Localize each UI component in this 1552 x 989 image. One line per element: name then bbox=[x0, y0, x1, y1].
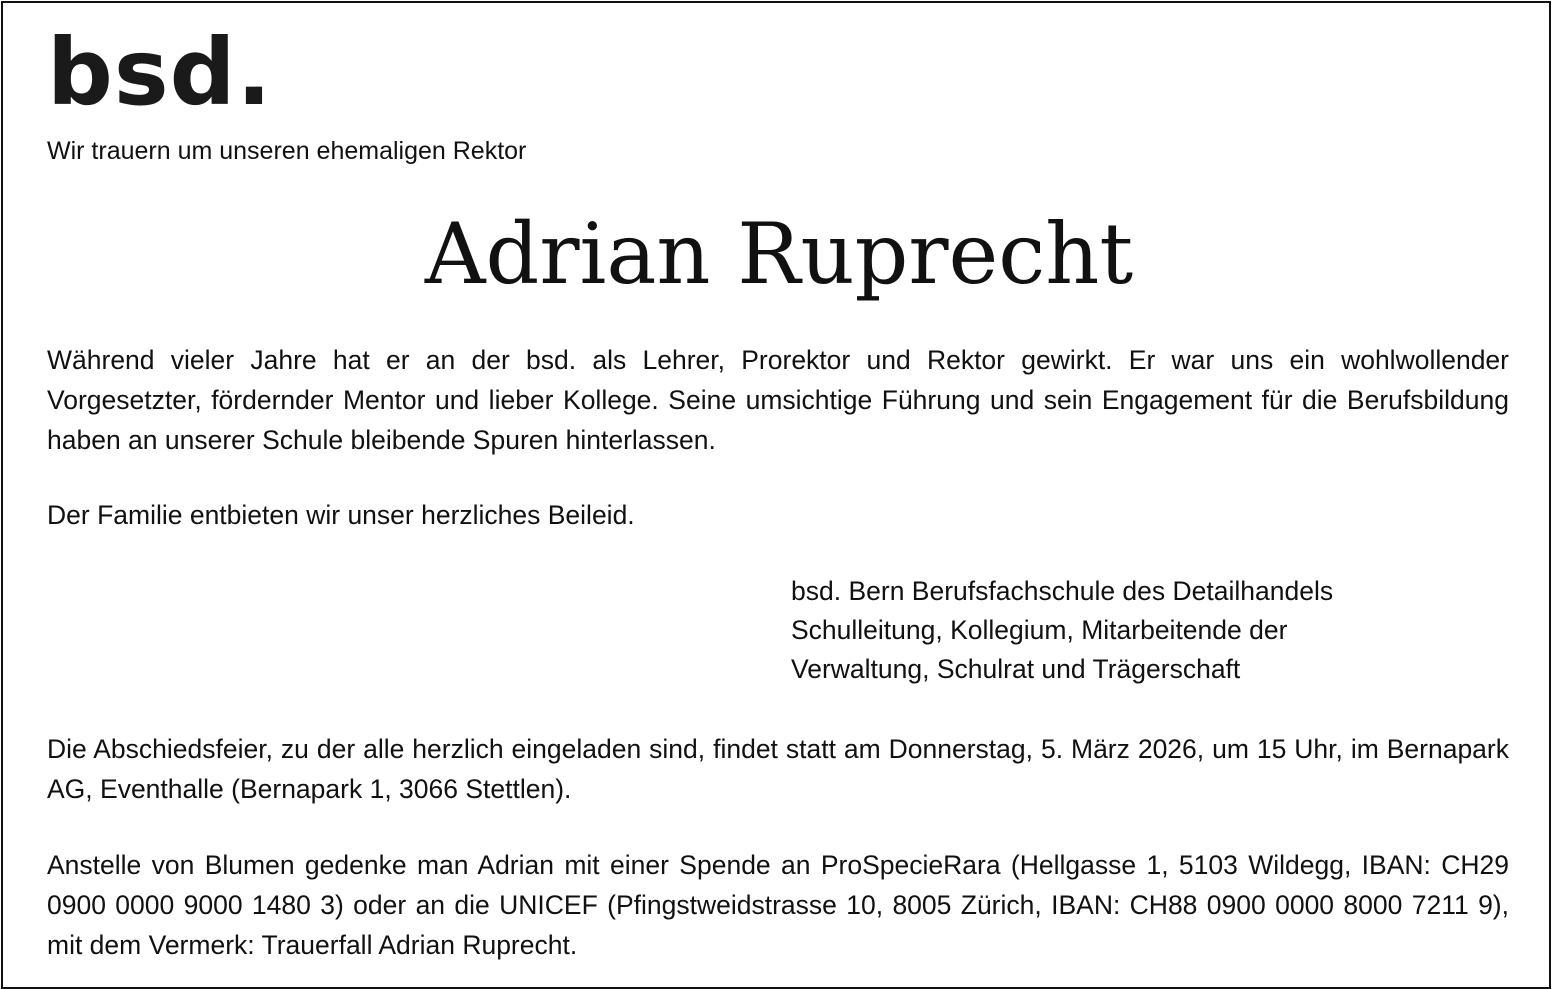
signature-block bbox=[791, 572, 1333, 689]
signature-line: bsd. Bern Berufsfachschule des Detailhandels bbox=[791, 576, 1334, 606]
signature-line: Verwaltung, Schulrat und Trägerschaft bbox=[791, 654, 1241, 684]
ceremony-paragraph: Die Abschiedsfeier, zu der alle herzlich eingeladen sind, findet statt am Donnerstag, 5. März 2026, um 15 Uhr, im Bernapark AG, Eventhalle (Bernapark 1, 3066 Stettlen). bbox=[47, 734, 1509, 804]
tribute-paragraph: Während vieler Jahre hat er an der bsd. als Lehrer, Prorektor und Rektor gewirkt. Er war uns ein wohlwollender Vorgesetzter, fördernder Mentor und lieber Kollege. Seine umsichtige Führung und sein Engagement für die Berufsbildung haben an unserer Schule bleibende Spuren hinterlassen. bbox=[47, 345, 1509, 455]
school-logo: bsd. bbox=[47, 19, 273, 126]
signature-line: Schulleitung, Kollegium, Mitarbeitende der bbox=[791, 615, 1288, 645]
donation-paragraph: Anstelle von Blumen gedenke man Adrian mit einer Spende an ProSpecieRara (Hellgasse 1, 5103 Wildegg, IBAN: CH29 0900 0000 9000 1480 3) oder an die UNICEF (Pfingstweidstrasse 10, 8005 Zürich, IBAN: CH88 0900 0000 8000 7211 9), mit dem Vermerk: Trauerfall Adrian Ruprecht. bbox=[47, 850, 1509, 960]
intro-line: Wir trauern um unseren ehemaligen Rektor bbox=[47, 137, 527, 165]
obituary-notice bbox=[1, 1, 1551, 989]
condolence-paragraph: Der Familie entbieten wir unser herzliches Beileid. bbox=[47, 500, 635, 530]
deceased-name: Adrian Ruprecht bbox=[424, 205, 1134, 303]
